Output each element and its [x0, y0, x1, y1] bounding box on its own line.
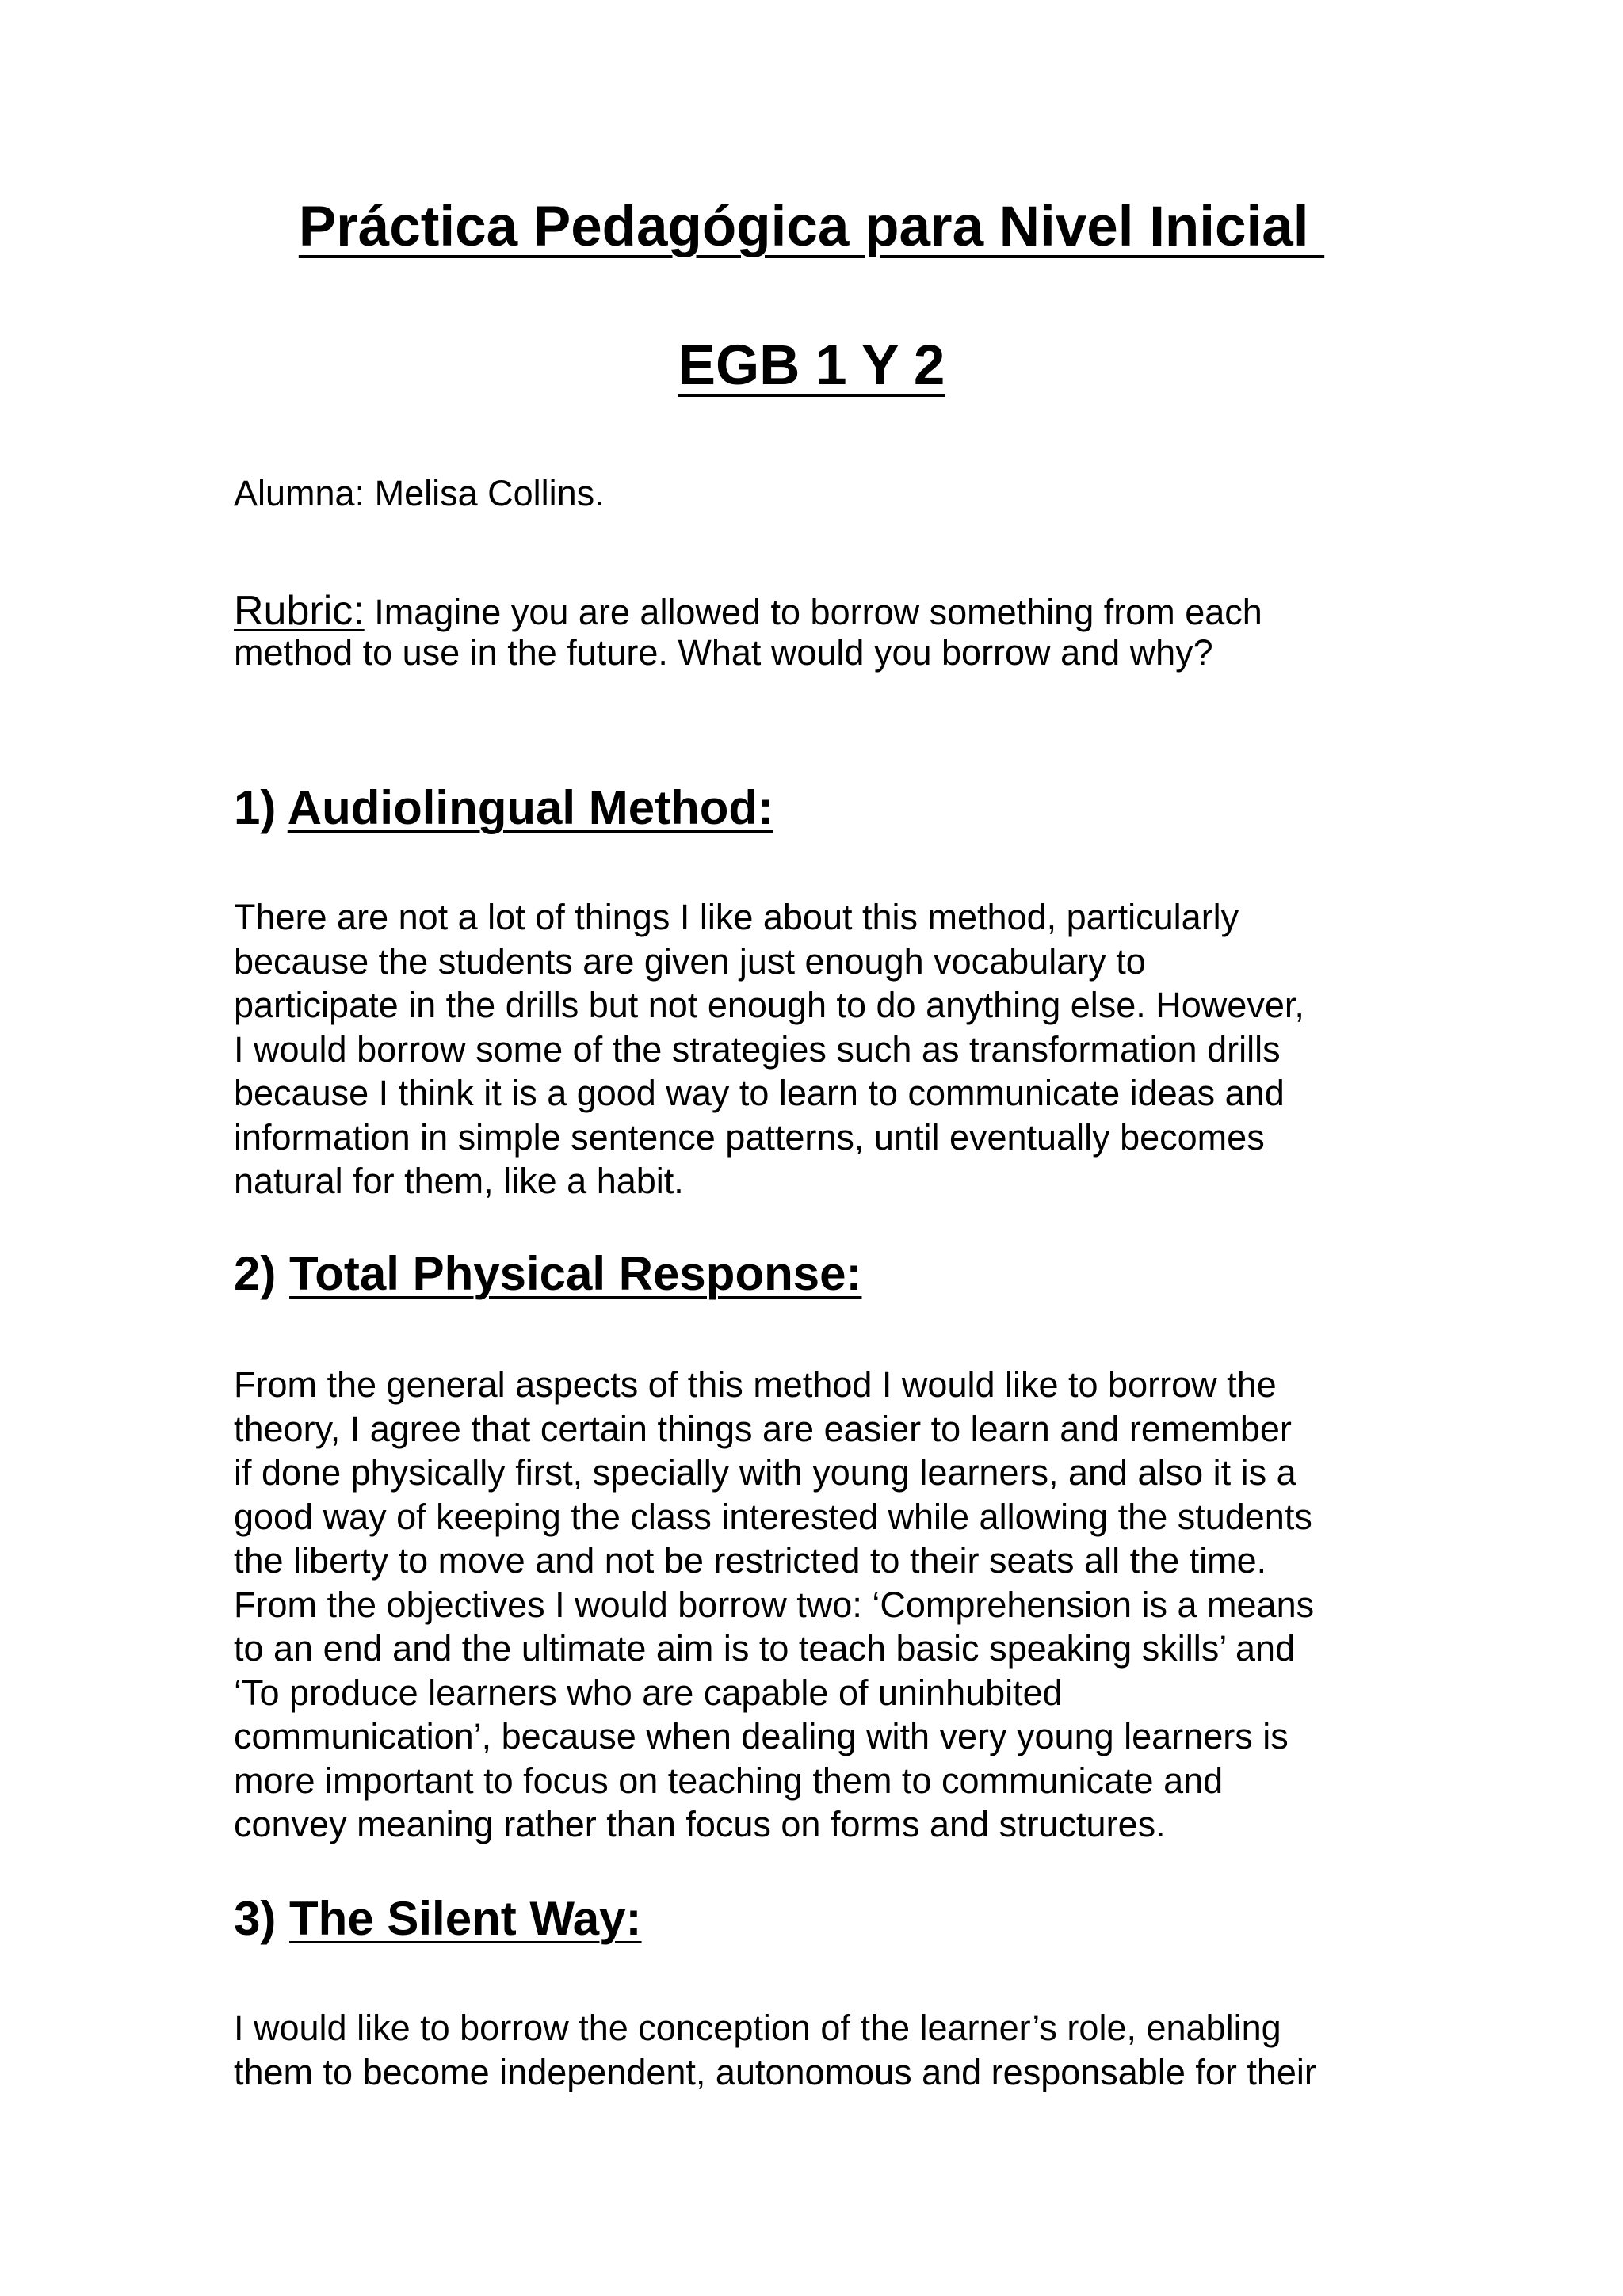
- paragraph-line: I would like to borrow the conception of the learner’s role, enabling: [234, 2008, 1281, 2048]
- paragraph-line: more important to focus on teaching them to communicate and: [234, 1760, 1224, 1801]
- paragraph-line: because I think it is a good way to learn to communicate ideas and: [234, 1073, 1285, 1113]
- section-heading-label: The Silent Way:: [289, 1892, 642, 1945]
- section-heading-audiolingual: 1) Audiolingual Method:: [234, 781, 774, 834]
- paragraph-line: good way of keeping the class interested while allowing the students: [234, 1496, 1312, 1537]
- section-heading-label: Total Physical Response:: [289, 1247, 862, 1300]
- paragraph-line: ‘To produce learners who are capable of uninhubited: [234, 1672, 1063, 1713]
- section-heading-silent-way: 3) The Silent Way:: [234, 1892, 642, 1945]
- section-paragraph-tpr: [234, 1363, 1423, 1847]
- paragraph-line: communication’, because when dealing with very young learners is: [234, 1716, 1289, 1756]
- paragraph-line: From the general aspects of this method I would like to borrow the: [234, 1364, 1277, 1405]
- rubric-label: Rubric:: [234, 588, 365, 634]
- paragraph-line: convey meaning rather than focus on forms and structures.: [234, 1804, 1166, 1844]
- document-subtitle: EGB 1 Y 2: [678, 334, 945, 397]
- rubric-line-2: method to use in the future. What would you borrow and why?: [234, 632, 1213, 673]
- paragraph-line: From the objectives I would borrow two: ‘Comprehension is a means: [234, 1584, 1315, 1625]
- paragraph-line: because the students are given just enough vocabulary to: [234, 940, 1146, 982]
- document-title: Práctica Pedagógica para Nivel Inicial: [298, 196, 1325, 258]
- section-heading-label: Audiolingual Method:: [287, 781, 774, 834]
- paragraph-line: theory, I agree that certain things are easier to learn and remember: [234, 1408, 1292, 1449]
- section-paragraph-audiolingual: [234, 895, 1423, 1203]
- paragraph-line: the liberty to move and not be restricted to their seats all the time.: [234, 1540, 1267, 1581]
- rubric-text-1: Imagine you are allowed to borrow something from each: [364, 592, 1262, 632]
- rubric-line-1: [234, 588, 1262, 634]
- paragraph-line: I would borrow some of the strategies such as transformation drills: [234, 1028, 1281, 1070]
- student-line: Alumna: Melisa Collins.: [234, 473, 605, 513]
- section-paragraph-silent-way: [234, 2006, 1423, 2094]
- paragraph-line: information in simple sentence patterns, until eventually becomes: [234, 1116, 1265, 1158]
- paragraph-line: if done physically first, specially with young learners, and also it is a: [234, 1452, 1296, 1493]
- paragraph-line: to an end and the ultimate aim is to teach basic speaking skills’ and: [234, 1628, 1296, 1669]
- paragraph-line: natural for them, like a habit.: [234, 1161, 684, 1201]
- paragraph-line: them to become independent, autonomous and responsable for their: [234, 2051, 1316, 2092]
- paragraph-line: There are not a lot of things I like about this method, particularly: [234, 897, 1239, 937]
- section-heading-tpr: 2) Total Physical Response:: [234, 1247, 862, 1300]
- paragraph-line: participate in the drills but not enough to do anything else. However,: [234, 985, 1304, 1025]
